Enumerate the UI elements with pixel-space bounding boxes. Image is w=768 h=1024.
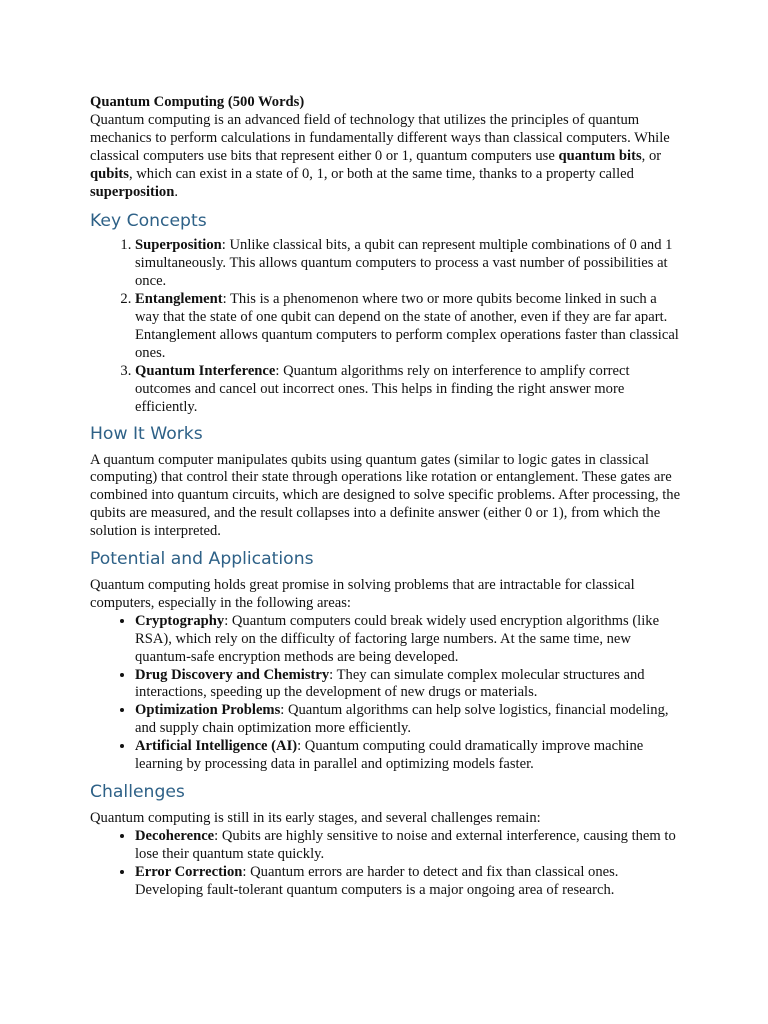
item-term: Quantum Interference: [135, 362, 276, 379]
intro-text: .: [174, 183, 178, 200]
item-term: Artificial Intelligence (AI): [135, 738, 298, 755]
item-term: Decoherence: [135, 827, 215, 844]
document-page: [90, 92, 682, 900]
intro-term: qubits: [90, 165, 129, 182]
item-text: : This is a phenomenon where two or more qubits become linked in such a way that the state of one qubit can depend on the state of another, even if they are far apart. Entanglement allows quantum computers to perform complex operations faster than classical ones.: [135, 291, 679, 361]
key-concepts-list: [90, 237, 682, 416]
list-item: [135, 702, 682, 738]
item-text: : Quantum algorithms rely on interference to amplify correct outcomes and cancel out incorrect ones. This helps in finding the right answer more efficiently.: [135, 362, 630, 415]
item-term: Drug Discovery and Chemistry: [135, 666, 330, 683]
list-item: [135, 291, 682, 363]
section-heading-key-concepts: Key Concepts: [90, 211, 207, 232]
section-heading-potential: Potential and Applications: [90, 549, 314, 570]
item-text: : Quantum algorithms can help solve logistics, financial modeling, and supply chain optimization more efficiently.: [135, 702, 669, 737]
intro-term: superposition: [90, 183, 175, 200]
item-term: Entanglement: [135, 291, 223, 308]
intro-text: , which can exist in a state of 0, 1, or both at the same time, thanks to a property called: [128, 165, 634, 182]
list-item: [135, 363, 682, 417]
item-term: Error Correction: [135, 863, 243, 880]
document-title: Quantum Computing (500 Words): [90, 94, 305, 110]
intro-term: quantum bits: [558, 147, 642, 164]
intro-paragraph: [90, 112, 682, 202]
potential-paragraph: Quantum computing holds great promise in solving problems that are intractable for classical computers, especially in the following areas:: [90, 577, 635, 611]
item-term: Superposition: [135, 237, 222, 254]
list-item: [135, 738, 682, 774]
challenges-paragraph: Quantum computing is still in its early stages, and several challenges remain:: [90, 810, 541, 826]
section-heading-challenges: Challenges: [90, 782, 185, 802]
intro-text: , or: [641, 147, 662, 164]
item-text: : They can simulate complex molecular structures and interactions, speeding up the development of new drugs or materials.: [135, 666, 645, 701]
item-text: : Quantum computers could break widely used encryption algorithms (like RSA), which rely on the difficulty of factoring large numbers. At the same time, new quantum-safe encryption methods are being developed.: [135, 612, 660, 665]
item-text: : Unlike classical bits, a qubit can represent multiple combinations of 0 and 1 simultaneously. This allows quantum computers to process a vast number of possibilities at once.: [135, 237, 673, 290]
intro-text: Quantum computing is an advanced field of technology that utilizes the principles of quantum mechanics to perform calculations in fundamentally different ways than classical computers. While classical computers use bits that represent either 0 or 1, quantum computers use: [90, 111, 670, 164]
how-it-works-paragraph: A quantum computer manipulates qubits using quantum gates (similar to logic gates in classical computing) that control their state through operations like rotation or entanglement. These gates are combined into quantum circuits, which are designed to solve specific problems. After processing, the qubits are measured, and the result collapses into a definite answer (either 0 or 1), from which the solution is interpreted.: [90, 451, 681, 540]
item-text: : Quantum errors are harder to detect and fix than classical ones. Developing fault-tolerant quantum computers is a major ongoing area of research.: [135, 863, 619, 898]
potential-list: [90, 613, 682, 774]
list-item: [135, 237, 682, 291]
list-item: [135, 828, 682, 864]
section-heading-how-it-works: How It Works: [90, 423, 203, 444]
item-term: Cryptography: [135, 612, 225, 629]
item-text: : Quantum computing could dramatically improve machine learning by processing data in parallel and optimizing models faster.: [135, 738, 644, 773]
challenges-list: [90, 828, 682, 900]
item-term: Optimization Problems: [135, 702, 281, 719]
list-item: [135, 864, 682, 900]
list-item: [135, 667, 682, 703]
list-item: [135, 613, 682, 667]
item-text: : Qubits are highly sensitive to noise and external interference, causing them to lose their quantum state quickly.: [135, 827, 676, 862]
